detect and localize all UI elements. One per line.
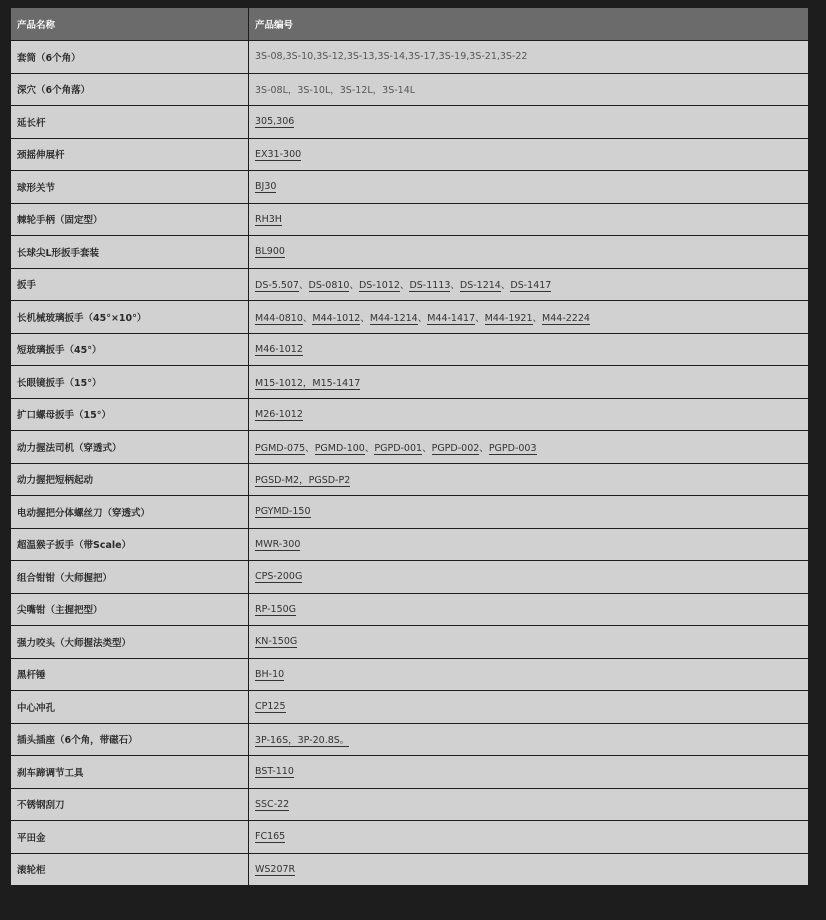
product-name-cell: 滚轮柜 xyxy=(11,853,249,886)
code-separator: 、 xyxy=(422,442,432,454)
product-code-link[interactable]: M44-2224 xyxy=(542,312,590,324)
product-code-link[interactable]: PGSD-M2，PGSD-P2 xyxy=(255,475,351,487)
code-separator: 、 xyxy=(360,312,370,324)
table-row xyxy=(11,626,809,659)
code-separator: 、 xyxy=(399,280,410,292)
product-code-link[interactable]: DS-5.507 xyxy=(255,280,299,292)
product-name-cell: 动力握把短柄起动 xyxy=(11,463,249,496)
product-code-link[interactable]: WS207R xyxy=(255,863,296,875)
product-code-cell xyxy=(249,106,809,139)
code-separator: 、 xyxy=(450,280,460,292)
product-code-link[interactable]: M44-1012 xyxy=(312,312,361,324)
product-name-cell: 扩口螺母扳手（15°） xyxy=(11,398,249,431)
product-code-link[interactable]: M15-1012，M15-1417 xyxy=(255,377,361,389)
product-code-link[interactable]: RP-150G xyxy=(255,603,297,615)
product-code-link[interactable]: PGPD-001 xyxy=(374,442,423,454)
product-code-link[interactable]: BJ30 xyxy=(255,181,277,193)
product-code-link[interactable]: BH-10 xyxy=(255,668,285,680)
product-code-cell xyxy=(249,203,809,236)
product-name-cell: 平田金 xyxy=(11,821,249,854)
product-name-cell: 短玻璃扳手（45°） xyxy=(11,333,249,366)
product-code-link[interactable]: BL900 xyxy=(255,246,285,258)
product-name-cell: 颈摇伸展杆 xyxy=(11,138,249,171)
table-header-row xyxy=(11,8,809,41)
product-code-link[interactable]: M44-1417 xyxy=(427,312,476,324)
product-name-cell: 超温猴子扳手（带Scale） xyxy=(11,528,249,561)
product-code-cell xyxy=(249,853,809,886)
product-name-cell: 长球尖L形扳手套装 xyxy=(11,236,249,269)
table-row xyxy=(11,398,809,431)
product-name-cell: 不锈钢刮刀 xyxy=(11,788,249,821)
product-code-cell xyxy=(249,496,809,529)
product-code-link[interactable]: DS-1012 xyxy=(358,280,400,292)
product-code-cell xyxy=(249,528,809,561)
product-code-link[interactable]: BST-110 xyxy=(255,766,294,778)
product-code-cell xyxy=(249,171,809,204)
product-code-link[interactable]: RH3H xyxy=(255,213,282,225)
product-code-cell xyxy=(249,236,809,269)
product-code-link[interactable]: CP125 xyxy=(255,701,286,713)
table-row xyxy=(11,593,809,626)
product-code-link[interactable]: PGPD-002 xyxy=(431,442,480,454)
product-code-link[interactable]: M44-1214 xyxy=(369,312,418,324)
header-product-name: 产品名称 xyxy=(11,8,249,41)
product-code-cell xyxy=(249,593,809,626)
product-code-cell xyxy=(249,561,809,594)
product-name-cell: 强力咬头（大师握法类型） xyxy=(11,626,249,659)
table-row xyxy=(11,561,809,594)
code-separator: 、 xyxy=(364,442,375,454)
product-code-cell xyxy=(249,463,809,496)
table-row xyxy=(11,203,809,236)
product-code-link[interactable]: M26-1012 xyxy=(255,408,303,420)
product-code-cell xyxy=(249,301,809,334)
product-code-cell xyxy=(249,41,809,74)
product-code-link[interactable]: M44-0810 xyxy=(255,312,303,324)
table-row xyxy=(11,788,809,821)
product-code-cell xyxy=(249,268,809,301)
product-code-link[interactable]: KN-150G xyxy=(255,636,298,648)
product-code-link[interactable]: 305,306 xyxy=(255,116,295,128)
product-code-cell xyxy=(249,73,809,106)
product-table xyxy=(10,7,809,886)
table-row xyxy=(11,333,809,366)
table-row xyxy=(11,301,809,334)
product-name-cell: 深穴（6个角落） xyxy=(11,73,249,106)
product-code-link[interactable]: M46-1012 xyxy=(255,343,303,355)
product-name-cell: 尖嘴钳（主握把型） xyxy=(11,593,249,626)
product-code-cell xyxy=(249,756,809,789)
product-name-cell: 棘轮手柄（固定型） xyxy=(11,203,249,236)
product-code-cell xyxy=(249,398,809,431)
product-name-cell: 电动握把分体螺丝刀（穿透式） xyxy=(11,496,249,529)
product-code-cell xyxy=(249,723,809,756)
product-name-cell: 动力握法司机（穿透式） xyxy=(11,431,249,464)
table-row xyxy=(11,73,809,106)
table-row xyxy=(11,431,809,464)
table-row xyxy=(11,528,809,561)
product-name-cell: 扳手 xyxy=(11,268,249,301)
code-separator: 、 xyxy=(302,312,313,324)
product-name-cell: 套筒（6个角） xyxy=(11,41,249,74)
code-separator: 、 xyxy=(500,280,511,292)
table-row xyxy=(11,171,809,204)
product-name-cell: 黑杆锤 xyxy=(11,658,249,691)
table-row xyxy=(11,41,809,74)
product-code-link[interactable]: DS-1214 xyxy=(459,280,501,292)
product-name-cell: 长眼镜扳手（15°） xyxy=(11,366,249,399)
code-separator: 、 xyxy=(532,312,543,324)
table-row xyxy=(11,853,809,886)
table-row xyxy=(11,106,809,139)
product-code-link[interactable]: EX31-300 xyxy=(255,148,302,160)
table-row xyxy=(11,496,809,529)
product-code-link[interactable]: SSC-22 xyxy=(255,798,290,810)
code-separator: 、 xyxy=(298,280,309,292)
table-row xyxy=(11,691,809,724)
table-row xyxy=(11,138,809,171)
table-row xyxy=(11,723,809,756)
table-row xyxy=(11,236,809,269)
product-code-link[interactable]: DS-1113 xyxy=(409,280,451,292)
product-code-link[interactable]: CPS-200G xyxy=(255,571,303,583)
table-row xyxy=(11,821,809,854)
code-separator: 、 xyxy=(479,442,489,454)
table-row xyxy=(11,463,809,496)
product-code-link[interactable]: DS-1417 xyxy=(510,280,552,292)
product-code-cell xyxy=(249,658,809,691)
product-code-cell xyxy=(249,366,809,399)
code-separator: 、 xyxy=(475,312,485,324)
product-code-link[interactable]: PGPD-003 xyxy=(488,442,537,454)
header-product-code: 产品编号 xyxy=(249,8,809,41)
product-name-cell: 刹车蹄调节工具 xyxy=(11,756,249,789)
table-body xyxy=(11,41,809,886)
product-code-cell xyxy=(249,431,809,464)
product-name-cell: 球形关节 xyxy=(11,171,249,204)
product-name-cell: 长机械玻璃扳手（45°×10°） xyxy=(11,301,249,334)
product-code-link[interactable]: PGYMD-150 xyxy=(255,506,311,518)
table-row xyxy=(11,268,809,301)
product-code-link[interactable]: M44-1921 xyxy=(484,312,533,324)
product-code-cell xyxy=(249,626,809,659)
product-code-cell xyxy=(249,691,809,724)
product-name-cell: 插头插座（6个角，带磁石） xyxy=(11,723,249,756)
product-code-cell xyxy=(249,821,809,854)
code-separator: 、 xyxy=(349,280,359,292)
product-code-link[interactable]: MWR-300 xyxy=(255,538,301,550)
product-code-text: 3S-08L，3S-10L，3S-12L，3S-14L xyxy=(255,85,416,97)
product-name-cell: 中心冲孔 xyxy=(11,691,249,724)
product-code-link[interactable]: PGMD-075 xyxy=(255,442,306,454)
product-code-link[interactable]: 3P-16S，3P-20.8S。 xyxy=(255,735,350,747)
product-code-cell xyxy=(249,333,809,366)
code-separator: 、 xyxy=(417,312,428,324)
table-row xyxy=(11,366,809,399)
table-row xyxy=(11,658,809,691)
product-name-cell: 组合钳钳（大师握把） xyxy=(11,561,249,594)
product-code-link[interactable]: DS-0810 xyxy=(308,280,350,292)
product-code-text: 3S-08,3S-10,3S-12,3S-13,3S-14,3S-17,3S-19,3S-21,3S-22 xyxy=(255,51,528,63)
product-code-cell xyxy=(249,788,809,821)
product-name-cell: 延长杆 xyxy=(11,106,249,139)
table-row xyxy=(11,756,809,789)
product-code-cell xyxy=(249,138,809,171)
code-separator: 、 xyxy=(305,442,315,454)
product-code-link[interactable]: FC165 xyxy=(255,831,286,843)
product-code-link[interactable]: PGMD-100 xyxy=(314,442,365,454)
